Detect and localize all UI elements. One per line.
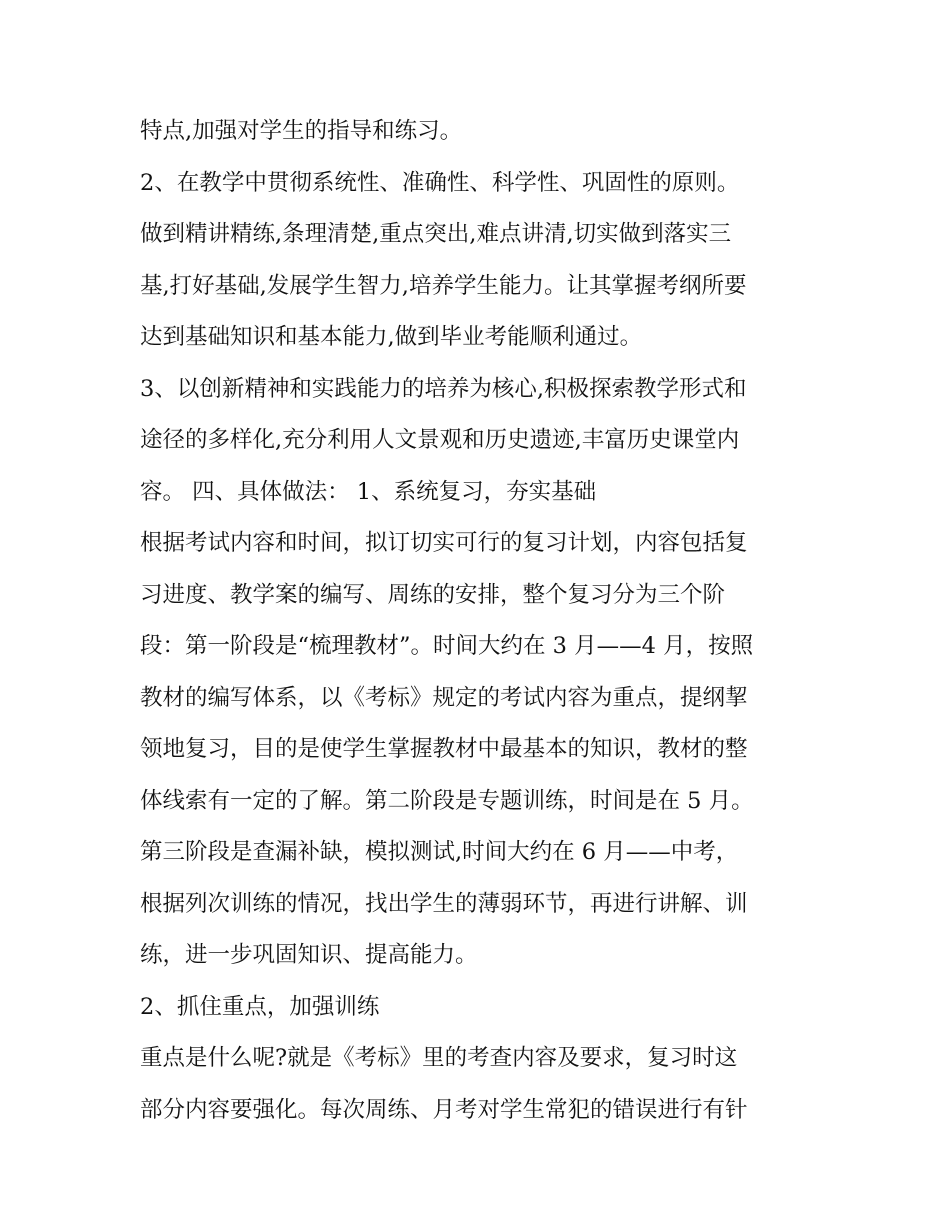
text-line: 2、在教学中贯彻系统性、准确性、科学性、巩固性的原则。 — [140, 169, 740, 196]
text-line: 2、抓住重点，加强训练 — [140, 993, 380, 1020]
text-line: 习进度、教学案的编写、周练的安排，整个复习分为三个阶 — [140, 581, 726, 608]
text-line: 重点是什么呢?就是《考标》里的考查内容及要求，复习时这 — [140, 1045, 738, 1071]
text-line: 第三阶段是查漏补缺，模拟测试,时间大约在 6 月——中考， — [140, 839, 739, 865]
text-line: 体线索有一定的了解。第二阶段是专题训练，时间是在 5 月。 — [140, 787, 754, 814]
text-line: 达到基础知识和基本能力,做到毕业考能顺利通过。 — [140, 324, 643, 350]
text-line: 部分内容要强化。每次周练、月考对学生常犯的错误进行有针 — [140, 1096, 748, 1123]
text-line: 根据列次训练的情况，找出学生的薄弱环节，再进行讲解、训 — [140, 890, 748, 917]
text-line: 领地复习，目的是使学生掌握教材中最基本的知识，教材的整 — [140, 736, 748, 762]
text-line: 基,打好基础,发展学生智力,培养学生能力。让其掌握考纲所要 — [140, 272, 747, 299]
text-line: 特点,加强对学生的指导和练习。 — [140, 118, 463, 144]
document-body — [140, 106, 820, 1136]
text-line: 段：第一阶段是“梳理教材”。时间大约在 3 月——4 月，按照 — [140, 633, 754, 659]
text-line: 做到精讲精练,条理清楚,重点突出,难点讲清,切实做到落实三 — [140, 221, 732, 247]
text-line: 教材的编写体系，以《考标》规定的考试内容为重点，提纲挈 — [140, 684, 748, 711]
text-line: 根据考试内容和时间，拟订切实可行的复习计划，内容包括复 — [140, 530, 748, 556]
text-line: 途径的多样化,充分利用人文景观和历史遗迹,丰富历史课堂内 — [140, 427, 740, 453]
text-line: 容。 四、具体做法： 1、系统复习，夯实基础 — [140, 478, 597, 505]
text-line: 3、以创新精神和实践能力的培养为核心,积极探索教学形式和 — [140, 375, 747, 402]
text-line: 练，进一步巩固知识、提高能力。 — [140, 942, 478, 968]
